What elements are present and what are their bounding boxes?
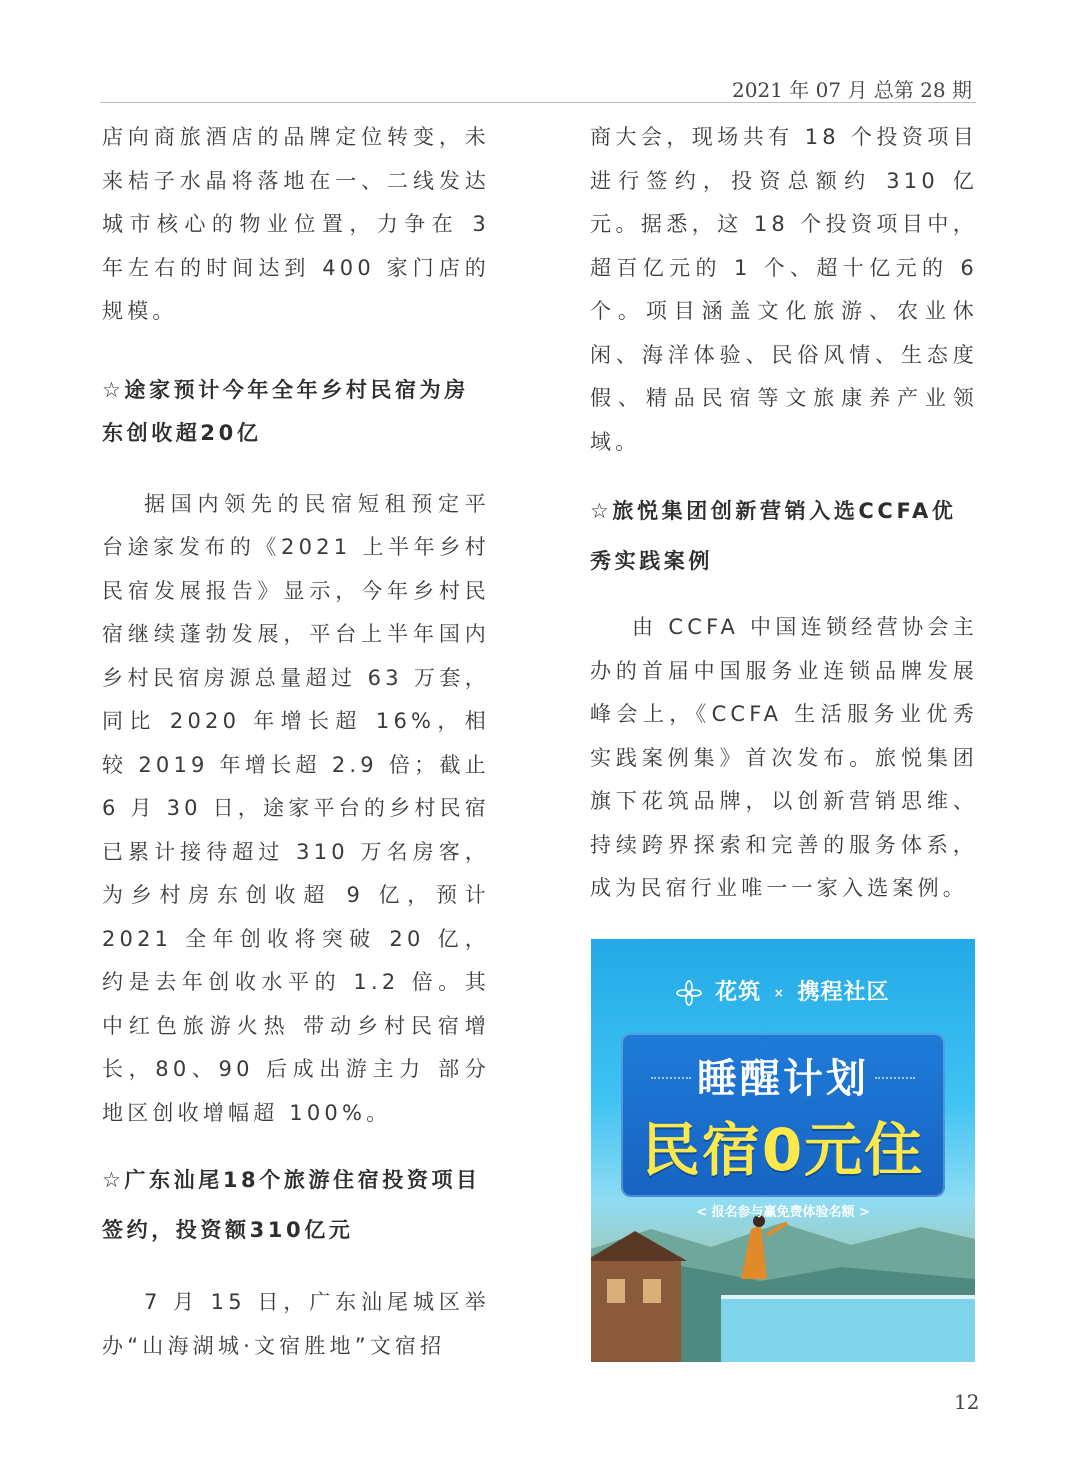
section-3-heading: ☆旅悦集团创新营销入选CCFA优秀实践案例: [590, 499, 957, 573]
section-2-paragraph-end: 商大会，现场共有 18 个投资项目进行签约，投资总额约 310 亿元。据悉，这 18 个投资项目中，超百亿元的 1 个、超十亿元的 6 个。项目涵盖文化旅游、农业休闲、海洋体验、民俗风情、生态度假、精品民宿等文旅康养产业领域。: [590, 125, 978, 454]
section-3-paragraph: 由 CCFA 中国连锁经营协会主办的首届中国服务业连锁品牌发展峰会上，《CCFA 生活服务业优秀实践案例集》首次发布。旅悦集团旗下花筑品牌，以创新营销思维、持续跨界探索和完善的服务体系，成为民宿行业唯一一家入选案例。: [590, 615, 978, 900]
flower-icon: [676, 980, 702, 1006]
promo-subtitle: < 报名参与赢免费体验名额 >: [696, 1205, 870, 1220]
section-2-paragraph-start: 7 月 15 日，广东汕尾城区举办“山海湖城·文宿胜地”文宿招: [102, 1290, 490, 1358]
promo-title: 睡醒计划: [697, 1056, 869, 1102]
promo-image: [591, 939, 975, 1362]
brand-huazhu: 花筑: [715, 980, 762, 1005]
issue-label: 2021 年 07 月 总第 28 期: [732, 78, 972, 102]
brand-separator: ×: [773, 986, 785, 1000]
promo-headline: 民宿0元住: [641, 1116, 925, 1184]
page-header: [100, 72, 976, 103]
brand-logos: [591, 975, 975, 1006]
left-column: [102, 116, 490, 1368]
brand-ctrip-community: 携程社区: [797, 980, 890, 1005]
promo-card: [621, 1033, 945, 1197]
intro-paragraph: 店向商旅酒店的品牌定位转变，未来桔子水晶将落地在一、二线发达城市核心的物业位置，力争在 3 年左右的时间达到 400 家门店的规模。: [102, 125, 490, 323]
landscape-illustration: [591, 1209, 975, 1362]
page-number: 12: [954, 1390, 980, 1414]
section-1-paragraph: 据国内领先的民宿短租预定平台途家发布的《2021 上半年乡村民宿发展报告》显示，今年乡村民宿继续蓬勃发展，平台上半年国内乡村民宿房源总量超过 63 万套，同比 2020 年增长超 16%，相较 2019 年增长超 2.9 倍；截止 6 月 30 日，途家平台的乡村民宿已累计接待超过 310 万名房客，为乡村房东创收超 9 亿，预计 2021 全年创收将突破 20 亿，约是去年创收水平的 1.2 倍。其中红色旅游火热 带动乡村民宿增长，80、90 后成出游主力 部分地区创收增幅超 100%。: [102, 491, 490, 1125]
section-1-heading: ☆途家预计今年全年乡村民宿为房东创收超20亿: [102, 377, 469, 445]
section-2-heading: ☆广东汕尾18个旅游住宿投资项目签约，投资额310亿元: [102, 1168, 481, 1242]
right-column: [590, 116, 978, 911]
